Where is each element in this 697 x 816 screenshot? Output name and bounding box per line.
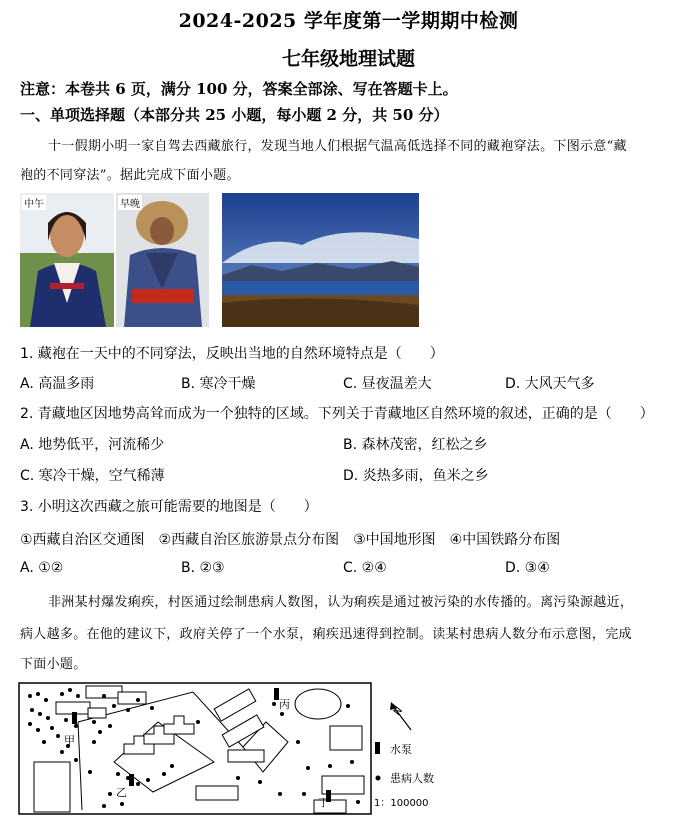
q1-option-d[interactable]: D. 大风天气多 (505, 376, 595, 392)
label-jia: 甲 (64, 734, 75, 747)
photo-noon-robe (20, 193, 114, 327)
q2-option-a[interactable]: A. 地势低平，河流稀少 (20, 437, 165, 453)
question3-stem: 3. 小明这次西藏之旅可能需要的地图是（ ） (20, 499, 318, 515)
passage2-line2: 病人越多。在他的建议下，政府关停了一个水泵，痢疾迅速得到控制。读某村患病人数分布示意图，完成 (20, 627, 632, 642)
photo-eve-label: 早晚 (118, 195, 142, 210)
photo-noon-label: 中午 (22, 195, 46, 210)
question2-stem: 2. 青藏地区因地势高耸而成为一个独特的区域。下列关于青藏地区自然环境的叙述，正确的是（ ） (20, 406, 654, 422)
legend-pump-label: 水泵 (390, 743, 412, 756)
q2-option-c[interactable]: C. 寒冷干燥，空气稀薄 (20, 468, 165, 484)
photo-tibet-landscape (222, 193, 419, 327)
passage1-line2: 袍的不同穿法”。据此完成下面小题。 (20, 168, 240, 183)
q3-option-a[interactable]: A. ①② (20, 560, 64, 576)
q3-option-d[interactable]: D. ③④ (505, 560, 550, 576)
q1-option-b[interactable]: B. 寒冷干燥 (181, 376, 256, 392)
legend-patient-icon (376, 776, 381, 781)
q3-map-items: ①西藏自治区交通图 ②西藏自治区旅游景点分布图 ③中国地形图 ④中国铁路分布图 (20, 532, 561, 548)
photo-evening-robe (116, 193, 209, 327)
q3-option-b[interactable]: B. ②③ (181, 560, 225, 576)
question1-stem: 1. 藏袍在一天中的不同穿法，反映出当地的自然环境特点是（ ） (20, 346, 444, 362)
legend-pump-icon (375, 742, 380, 754)
village-patient-map (18, 682, 438, 816)
passage2-line3: 下面小题。 (20, 657, 87, 672)
label-ding: 丁 (318, 796, 329, 809)
q1-option-a[interactable]: A. 高温多雨 (20, 376, 95, 392)
section1-heading: 一、单项选择题（本部分共 25 小题，每小题 2 分，共 50 分） (20, 106, 449, 124)
exam-title: 2024-2025 学年度第一学期期中检测 (178, 10, 519, 32)
label-bing: 丙 (279, 698, 290, 711)
exam-subtitle: 七年级地理试题 (281, 48, 415, 70)
q2-option-d[interactable]: D. 炎热多雨，鱼米之乡 (343, 468, 489, 484)
legend-patient-label: 患病人数 (390, 772, 434, 785)
q1-option-c[interactable]: C. 昼夜温差大 (343, 376, 432, 392)
north-label: N (391, 705, 406, 718)
notice-text: 注意：本卷共 6 页，满分 100 分，答案全部涂、写在答题卡上。 (20, 80, 458, 98)
q3-option-c[interactable]: C. ②④ (343, 560, 387, 576)
passage2-line1: 非洲某村爆发痢疾，村医通过绘制患病人数图，认为痢疾是通过被污染的水传播的。离污染源越近， (48, 595, 634, 610)
north-arrow-icon (390, 702, 411, 730)
passage1-line1: 十一假期小明一家自驾去西藏旅行，发现当地人们根据气温高低选择不同的藏袍穿法。下图示意“藏 (48, 139, 627, 154)
q2-option-b[interactable]: B. 森林茂密，红松之乡 (343, 437, 488, 453)
label-yi: 乙 (116, 786, 127, 799)
map-scale: 1：100000 (374, 798, 429, 809)
